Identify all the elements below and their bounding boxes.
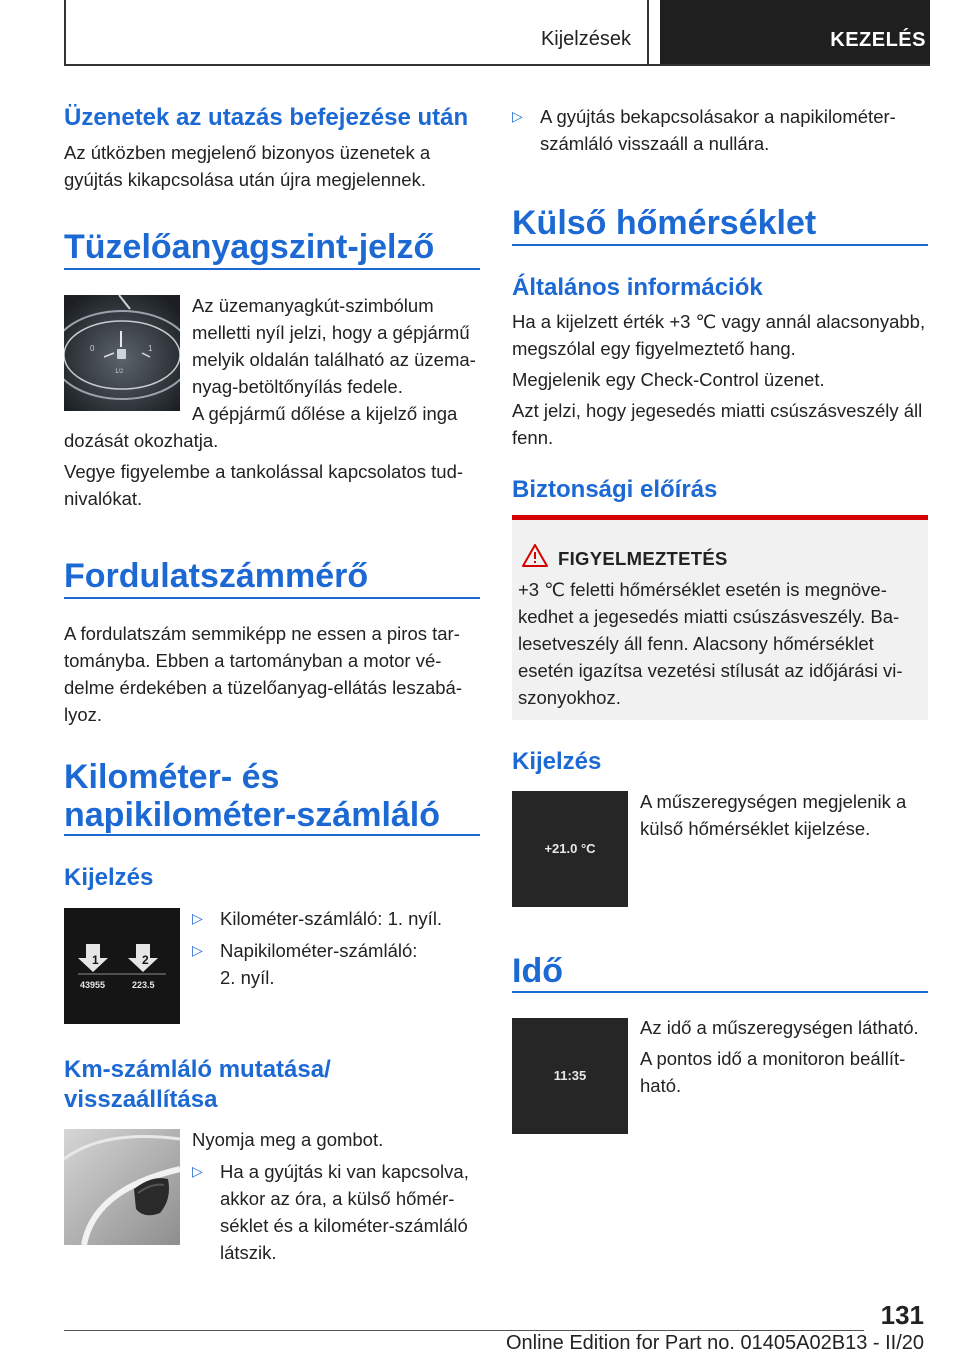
temp-display-heading: Kijelzés [512,748,602,775]
header-section-title: Kijelzések [540,28,631,50]
fuel-heading: Tüzelőanyagszint-jelző [64,228,435,266]
odo-heading-line1: Kilométer- és [64,758,280,796]
time-text-2: A pontos idő a monitoron beállítható. [640,1048,906,1096]
fuel-gauge-tick-left: 0 [90,344,95,353]
footer-edition: Online Edition for Part no. 01405A02B13 - II/20 [505,1332,924,1354]
fuel-text-3: Vegye figyelembe a tankolással kapcsolatos tudnivalókat. [64,461,464,509]
header-section-box [64,0,649,64]
fuel-gauge-tick-right: 1 [148,344,153,353]
fuel-text-2a: A gépjármű dőlése a kijelző inga [192,403,458,424]
odometer-drawing [64,908,180,1024]
time-text-1: Az idő a műszeregységen látható. [640,1017,919,1038]
header-chapter-tab: KEZELÉS [660,0,930,64]
general-info-heading: Általános információk [512,274,763,301]
fuel-heading-rule [64,268,480,270]
triangle-bullet-icon: ▷ [192,942,203,958]
reset-button-drawing [64,1129,180,1245]
odo-heading-rule [64,834,480,836]
reset-heading-line1: Km-számláló mutatása/ [64,1056,331,1083]
triangle-bullet-icon: ▷ [192,1163,203,1179]
tacho-heading: Fordulatszámmérő [64,557,369,595]
clock-display-image [512,1018,628,1134]
messages-heading: Üzenetek az utazás befejezése után [64,104,469,131]
trip-value: 223.5 [132,980,155,990]
triangle-bullet-icon: ▷ [192,910,203,926]
time-heading: Idő [512,952,563,990]
fuel-gauge-drawing [64,295,180,411]
footer-rule [64,1330,864,1331]
odo-display-heading: Kijelzés [64,864,154,891]
temperature-display-image [512,791,628,907]
trip-reset-bullet-text: A gyújtás bekapcsolásakor a napikilométer-számláló visszaáll a nullára. [540,106,896,154]
temp-display-text: A műszeregységen megjelenik a külső hőmérséklet kijelzése. [640,791,907,839]
general-info-text-2: Megjelenik egy Check-Control üzenet. [512,369,825,390]
odo-bullet-2-text: Napikilométer-számláló: 2. nyíl. [220,940,418,988]
odo-bullet-1-text: Kilométer-számláló: 1. nyíl. [220,908,443,929]
reset-text: Nyomja meg a gombot. [192,1129,384,1150]
page-number: 131 [880,1300,924,1330]
warning-triangle-icon [522,544,548,567]
fuel-gauge-image [64,295,180,411]
reset-heading-line2: visszaállítása [64,1086,218,1113]
outside-temp-heading-rule [512,244,928,246]
fuel-text-1: Az üzemanyagkút-szimbólum melletti nyíl jelzi, hogy a gépjármű melyik oldalán található az üzemanyag-betöltőnyílás fedele. [192,295,476,397]
general-info-text-1: Ha a kijelzett érték +3 ℃ vagy annál alacsonyabb, megszólal egy figyelmeztető hang. [512,311,926,359]
temperature-display-value: +21.0 °C [544,841,596,856]
tacho-text: A fordulatszám semmiképp ne essen a piros tartományba. Ebben a tartományban a motor védelme érdekében a tüzelőanyag-ellátás leszabályoz. [64,623,463,725]
clock-display-value: 11:35 [553,1068,587,1083]
header-rule [64,64,930,66]
outside-temp-heading: Külső hőmérséklet [512,204,817,242]
general-info-text-3: Azt jelzi, hogy jegesedés miatti csúszásveszély áll fenn. [512,400,923,448]
reset-button-image [64,1129,180,1245]
odometer-image [64,908,180,1024]
warning-box [512,515,928,720]
odometer-value: 43955 [80,980,106,990]
fuel-text-2b: dozását okozhatja. [64,430,219,451]
triangle-bullet-icon: ▷ [512,108,523,124]
safety-heading: Biztonsági előírás [512,476,718,503]
odometer-arrow-2-label: 2 [142,953,149,967]
warning-text: +3 ℃ feletti hőmérséklet esetén is megnövekedhet a jegesedés miatti csúszásveszély. Balesetveszély áll fenn. Alacsony hőmérséklet esetén igazítsa vezetési stílusát az időjárási viszonyokhoz. [518,579,903,708]
odometer-arrow-1-label: 1 [92,953,99,967]
messages-text: Az útközben megjelenő bizonyos üzenetek a gyújtás kikapcsolása után újra megjelennek. [64,142,431,190]
time-heading-rule [512,991,928,993]
reset-bullet-text: Ha a gyújtás ki van kapcsolva, akkor az óra, a külső hőmérséklet és a kilométer-számláló látszik. [220,1161,469,1263]
odo-bullet-2 [192,937,482,993]
warning-title: FIGYELMEZTETÉS [558,548,728,569]
tacho-heading-rule [64,597,480,599]
fuel-gauge-tick-mid: 1/2 [115,369,124,375]
odo-heading-line2: napikilométer-számláló [64,796,441,834]
